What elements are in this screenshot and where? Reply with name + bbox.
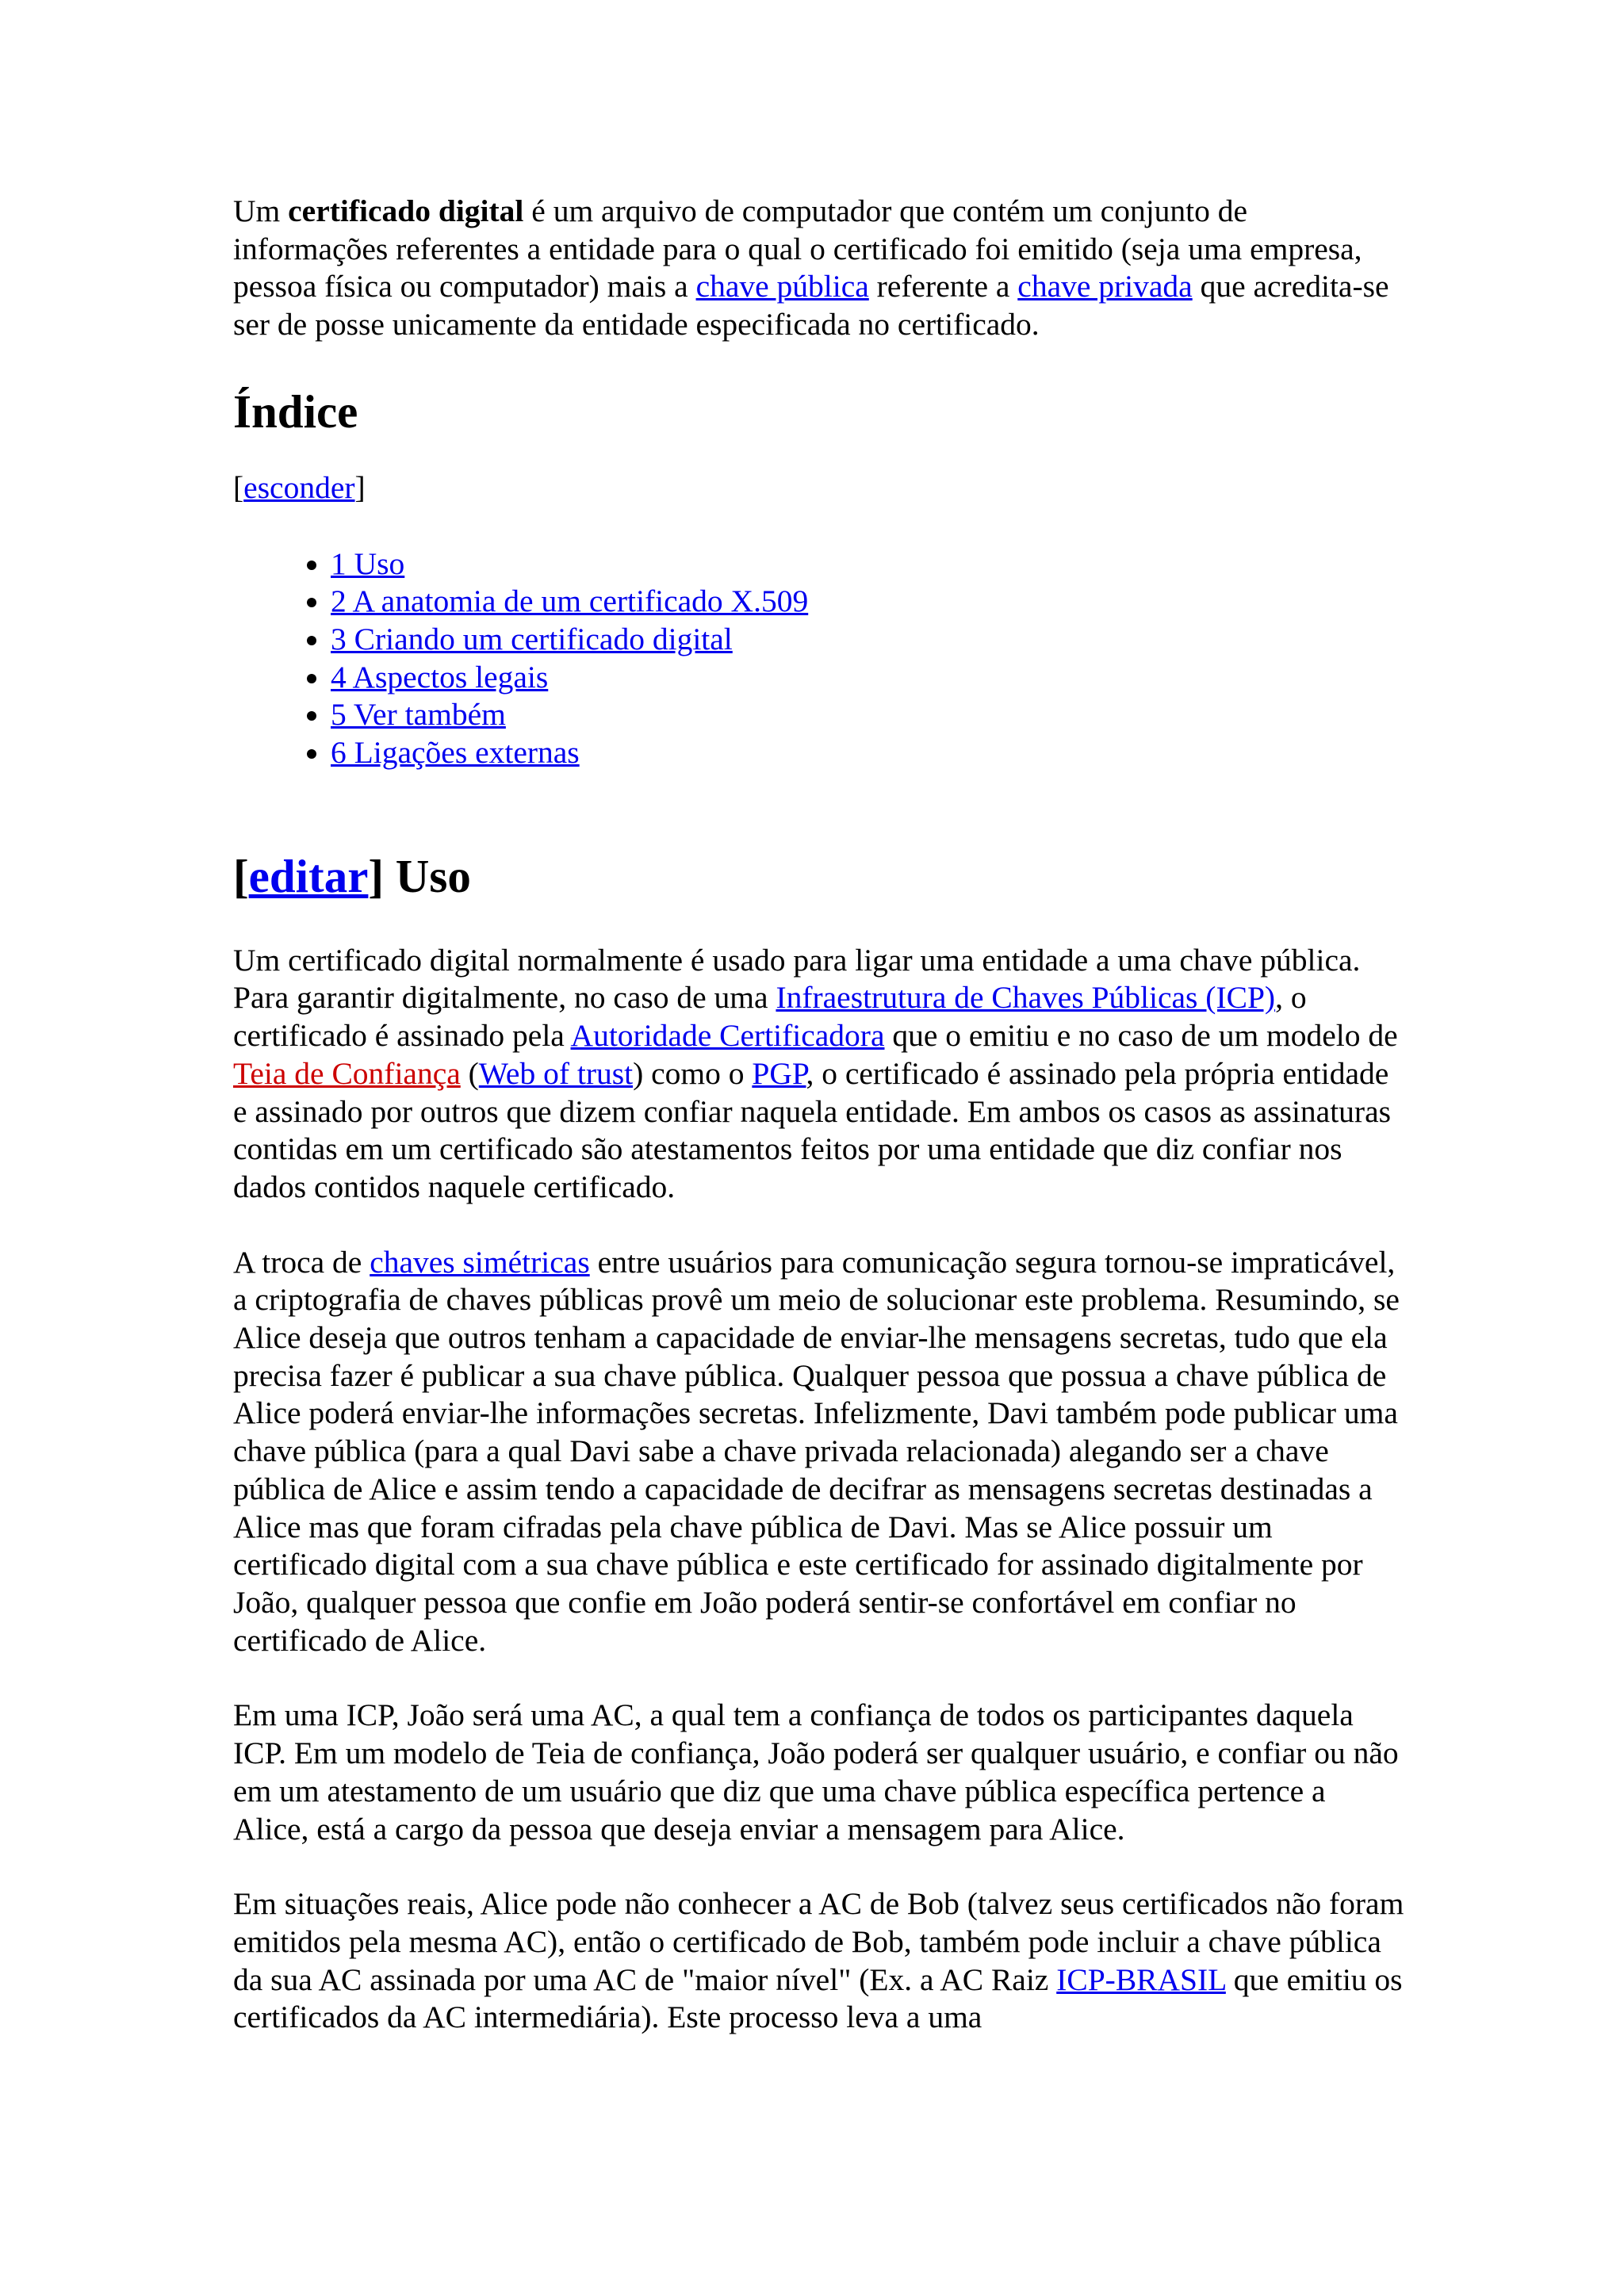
toc-item	[331, 583, 1407, 621]
toc-item	[331, 621, 1407, 659]
paragraph-text: , o certificado é assinado pela própria entidade e assinado por outros que dizem confiar naquela entidade. Em ambos os casos as assinaturas contidas em um certificado são atestamentos feitos por uma entidade que diz confiar nos dados contidos naquele certificado.	[233, 1055, 1391, 1204]
paragraph-text: Em situações reais, Alice pode não conhecer a AC de Bob (talvez seus certificados não foram emitidos pela mesma AC), então o certificado de Bob, também pode incluir a chave pública da sua AC assinada por uma AC de "maior nível" (Ex. a AC Raiz	[233, 1886, 1404, 1997]
intro-text: Um	[233, 193, 289, 228]
uso-paragraph-2	[233, 1244, 1407, 1660]
toc-item	[331, 734, 1407, 772]
link-chave-publica[interactable]: chave pública	[695, 269, 869, 304]
paragraph-text: (	[460, 1055, 479, 1091]
paragraph-text: que o emitiu e no caso de um modelo de	[884, 1018, 1398, 1054]
link-pgp[interactable]: PGP	[752, 1055, 806, 1091]
toc-item	[331, 545, 1407, 584]
uso-paragraph-4	[233, 1885, 1407, 2037]
edit-section-link[interactable]: editar	[248, 849, 369, 902]
article-page	[233, 193, 1407, 2037]
toc-hide-link[interactable]: esconder	[243, 469, 355, 505]
link-web-of-trust[interactable]: Web of trust	[478, 1055, 634, 1091]
link-icp-brasil[interactable]: ICP-BRASIL	[1056, 1961, 1226, 1997]
paragraph-text: entre usuários para comunicação segura tornou-se impraticável, a criptografia de chaves públicas provê um meio de solucionar este problema. Resumindo, se Alice deseja que outros tenham a capacidade de enviar-lhe mensagens secretas, tudo que ela precisa fazer é publicar a sua chave pública. Qualquer pessoa que possua a chave pública de Alice poderá enviar-lhe informações secretas. Infelizmente, Davi também pode publicar uma chave pública (para a qual Davi sabe a chave privada relacionada) alegando ser a chave pública de Alice e assim tendo a capacidade de decifrar as mensagens secretas destinadas a Alice mas que foram cifradas pela chave pública de Davi. Mas se Alice possuir um certificado digital com a sua chave pública e este certificado for assinado digitalmente por João, qualquer pessoa que confie em João poderá sentir-se confortável em confiar no certificado de Alice.	[233, 1244, 1400, 1658]
toc-link-ligacoes-externas[interactable]: 6 Ligações externas	[331, 735, 580, 771]
toc-link-aspectos-legais[interactable]: 4 Aspectos legais	[331, 659, 549, 695]
link-chave-privada[interactable]: chave privada	[1017, 269, 1193, 304]
bracket-open: [	[233, 469, 244, 505]
section-title: Uso	[384, 849, 471, 902]
toc-heading: Índice	[233, 385, 358, 438]
intro-text: que acredita-se ser de posse unicamente da entidade especificada no certificado.	[233, 269, 1389, 342]
toc-item	[331, 696, 1407, 734]
section-heading-uso	[233, 848, 1407, 904]
intro-text: referente a	[868, 269, 1018, 304]
link-teia-de-confianca[interactable]: Teia de Confiança	[233, 1055, 461, 1091]
toc-item	[331, 659, 1407, 697]
toc-link-anatomia[interactable]: 2 A anatomia de um certificado X.509	[331, 584, 809, 619]
toc-list	[233, 545, 1407, 772]
intro-bold-term: certificado digital	[288, 193, 524, 228]
toc-link-criando[interactable]: 3 Criando um certificado digital	[331, 621, 733, 656]
paragraph-text: Um certificado digital normalmente é usado para ligar uma entidade a uma chave pública. Para garantir digitalmente, no caso de uma	[233, 942, 1361, 1016]
uso-paragraph-3: Em uma ICP, João será uma AC, a qual tem a confiança de todos os participantes daquela ICP. Em um modelo de Teia de confiança, João poderá ser qualquer usuário, e confiar ou não em um atestamento de um usuário que diz que uma chave pública específica pertence a Alice, está a cargo da pessoa que deseja enviar a mensagem para Alice.	[233, 1697, 1399, 1846]
paragraph-text: que emitiu os certificados da AC intermediária). Este processo leva a uma	[233, 1961, 1403, 2035]
toc-toggle	[233, 469, 1407, 507]
link-autoridade-certificadora[interactable]: Autoridade Certificadora	[570, 1018, 885, 1054]
bracket-open: [	[233, 849, 249, 902]
link-icp[interactable]: Infraestrutura de Chaves Públicas (ICP)	[776, 980, 1276, 1016]
toc-link-uso[interactable]: 1 Uso	[331, 545, 405, 581]
paragraph-text: A troca de	[233, 1244, 370, 1280]
link-chaves-simetricas[interactable]: chaves simétricas	[370, 1244, 590, 1280]
bracket-close: ]	[354, 469, 366, 505]
uso-paragraph-1	[233, 942, 1407, 1207]
intro-text: é um arquivo de computador que contém um conjunto de informações referentes a entidade para o qual o certificado foi emitido (seja uma empresa, pessoa física ou computador) mais a	[233, 193, 1362, 304]
toc-link-ver-tambem[interactable]: 5 Ver também	[331, 697, 506, 733]
paragraph-text: ) como o	[633, 1055, 753, 1091]
paragraph-text: , o certificado é assinado pela	[233, 980, 1307, 1054]
bracket-close: ]	[368, 849, 385, 902]
intro-paragraph	[233, 193, 1407, 344]
